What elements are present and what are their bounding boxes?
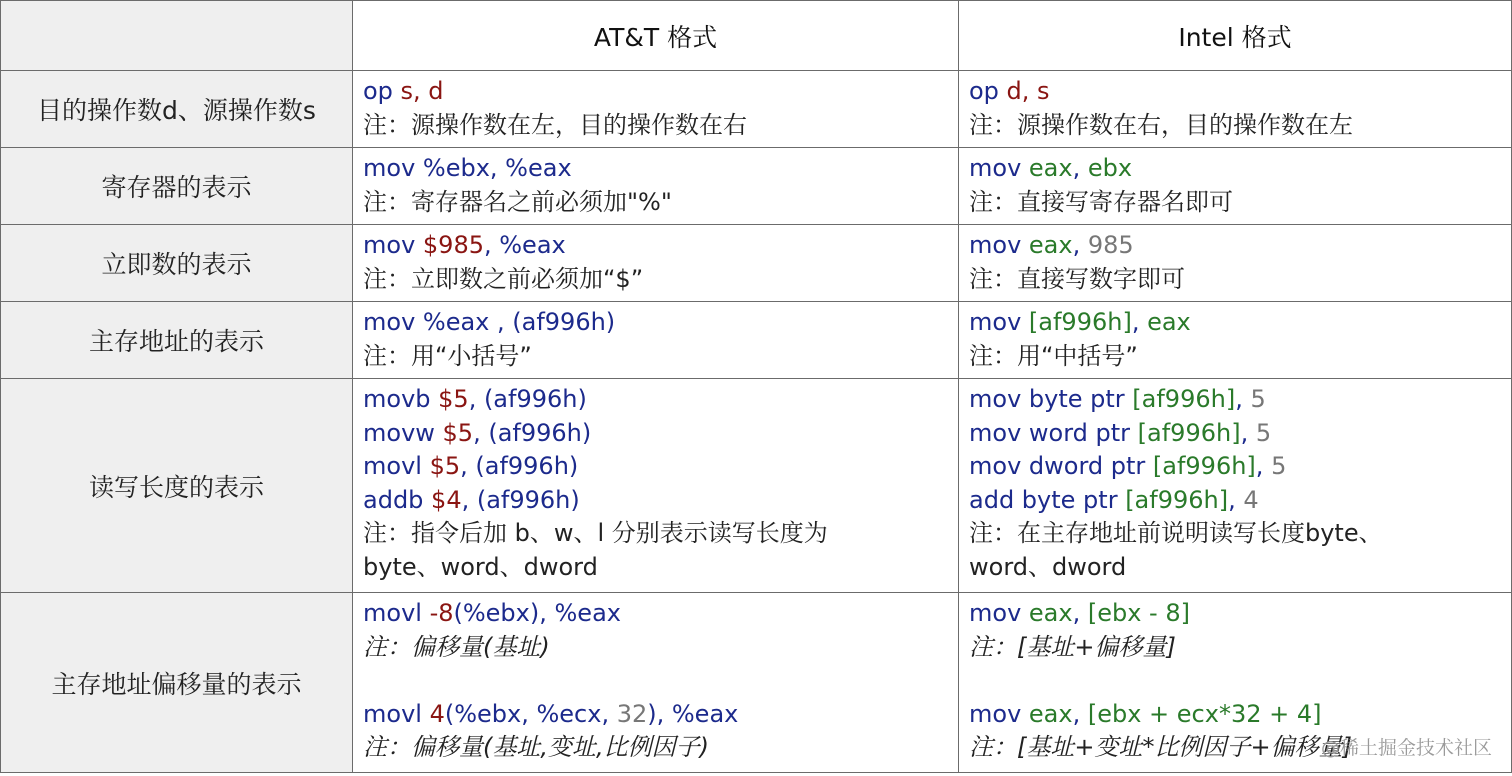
text-segment: 4 — [1243, 485, 1259, 514]
text-segment: movl — [363, 599, 430, 627]
code-line — [363, 263, 958, 297]
text-segment: 注：偏移量(基址,变址,比例因子) — [363, 733, 709, 761]
header-att: AT&T 格式 — [353, 1, 959, 71]
intel-cell — [959, 148, 1512, 225]
text-segment: op — [363, 77, 401, 105]
text-segment: eax — [1028, 231, 1073, 259]
text-segment: -8 — [429, 599, 454, 627]
text-segment: $5 — [429, 452, 461, 480]
intel-cell — [959, 71, 1512, 148]
code-line — [969, 152, 1511, 186]
code-line — [363, 186, 958, 220]
text-segment: , (af996h) — [468, 385, 587, 413]
code-line — [969, 229, 1511, 263]
text-segment: ), %eax — [647, 699, 739, 728]
text-segment: 注：源操作数在左，目的操作数在右 — [363, 110, 747, 139]
blank-line — [363, 664, 958, 698]
text-segment: [ebx + ecx*32 + 4] — [1087, 699, 1322, 728]
code-line — [969, 109, 1511, 143]
text-segment: eax — [1028, 154, 1073, 182]
att-cell — [353, 379, 959, 593]
text-segment: 注：直接写数字即可 — [969, 264, 1185, 293]
text-segment: movl — [363, 699, 430, 728]
code-line — [363, 152, 958, 186]
text-segment: movl — [363, 452, 430, 480]
code-line — [969, 306, 1511, 340]
text-segment: 32 — [616, 699, 648, 728]
text-segment: 注：寄存器名之前必须加"%" — [363, 187, 672, 216]
text-segment: 5 — [1255, 418, 1272, 447]
code-line — [969, 517, 1511, 551]
row-label: 主存地址的表示 — [1, 302, 353, 379]
text-segment: mov word ptr — [969, 418, 1138, 447]
text-segment: , — [1235, 385, 1251, 413]
code-line — [363, 417, 958, 451]
row-label: 立即数的表示 — [1, 225, 353, 302]
text-segment: mov — [969, 308, 1029, 336]
blank-line — [969, 664, 1511, 698]
text-segment: movb — [363, 385, 439, 413]
text-segment: mov — [969, 599, 1029, 627]
text-segment: 4 — [429, 699, 445, 728]
text-segment: 注：用“中括号” — [969, 341, 1138, 370]
code-line — [363, 450, 958, 484]
intel-cell — [959, 379, 1512, 593]
att-cell — [353, 148, 959, 225]
code-line — [363, 597, 958, 631]
text-segment: [af996h] — [1132, 385, 1236, 413]
text-segment: , (af996h) — [461, 485, 580, 514]
text-segment: 注：[基址+偏移量] — [969, 632, 1176, 661]
code-line — [969, 631, 1511, 665]
code-line — [363, 383, 958, 417]
text-segment: 注：用“小括号” — [363, 341, 532, 370]
row-label: 目的操作数d、源操作数s — [1, 71, 353, 148]
text-segment: mov dword ptr — [969, 452, 1153, 480]
text-segment: eax — [1028, 699, 1073, 728]
text-segment: mov — [363, 231, 423, 259]
att-cell — [353, 71, 959, 148]
table-row — [1, 225, 1512, 302]
text-segment: 5 — [1250, 385, 1266, 413]
text-segment: , — [1131, 308, 1148, 336]
text-segment: 985 — [1087, 231, 1134, 259]
text-segment: mov byte ptr — [969, 385, 1133, 413]
code-line — [363, 551, 958, 585]
row-label: 寄存器的表示 — [1, 148, 353, 225]
code-line — [363, 484, 958, 518]
code-line — [969, 597, 1511, 631]
text-segment: 注：在主存地址前说明读写长度byte、 — [969, 519, 1383, 547]
text-segment: $4 — [431, 485, 462, 514]
text-segment: mov %eax , (af996h) — [363, 308, 616, 336]
row-label: 读写长度的表示 — [1, 379, 353, 593]
text-segment: , — [1228, 485, 1244, 514]
text-segment: , — [1255, 452, 1272, 480]
text-segment: $5 — [442, 418, 474, 447]
text-segment: $985 — [422, 231, 484, 259]
table-row — [1, 379, 1512, 593]
att-cell — [353, 302, 959, 379]
text-segment: 注：立即数之前必须加“$” — [363, 264, 644, 293]
text-segment: mov — [969, 231, 1029, 259]
code-line — [969, 263, 1511, 297]
watermark: @稀土掘金技术社区 — [1320, 737, 1492, 759]
table-row — [1, 302, 1512, 379]
code-line — [969, 186, 1511, 220]
code-line — [363, 306, 958, 340]
code-line — [363, 340, 958, 374]
text-segment: $5 — [438, 385, 469, 413]
text-segment: s, d — [400, 77, 444, 105]
code-line — [969, 417, 1511, 451]
text-segment: movw — [363, 418, 443, 447]
text-segment: mov — [969, 699, 1029, 728]
intel-cell — [959, 225, 1512, 302]
code-line — [969, 75, 1511, 109]
header-intel: Intel 格式 — [959, 1, 1512, 71]
text-segment: mov — [969, 154, 1029, 182]
code-line — [363, 517, 958, 551]
text-segment: byte、word、dword — [363, 552, 598, 581]
text-segment: d, s — [1006, 77, 1050, 105]
text-segment: , — [1072, 599, 1088, 627]
text-segment: [af996h] — [1137, 418, 1241, 447]
table-row — [1, 148, 1512, 225]
text-segment: [ebx - 8] — [1087, 599, 1190, 627]
code-line — [969, 383, 1511, 417]
text-segment: [af996h] — [1152, 452, 1256, 480]
code-line — [969, 698, 1511, 732]
text-segment: [af996h] — [1028, 308, 1132, 336]
code-line — [363, 731, 958, 765]
code-line — [969, 484, 1511, 518]
row-label: 主存地址偏移量的表示 — [1, 593, 353, 773]
att-cell — [353, 225, 959, 302]
text-segment: , — [1240, 418, 1256, 447]
header-blank-cell — [1, 1, 353, 71]
text-segment: add byte ptr — [969, 485, 1126, 514]
text-segment: , (af996h) — [460, 452, 579, 480]
code-line — [363, 75, 958, 109]
text-segment: addb — [363, 485, 432, 514]
code-line — [969, 450, 1511, 484]
text-segment: 注：源操作数在右，目的操作数在左 — [969, 110, 1353, 139]
text-segment: eax — [1147, 308, 1191, 336]
table-row — [1, 71, 1512, 148]
text-segment: op — [969, 77, 1007, 105]
text-segment: [af996h] — [1125, 485, 1229, 514]
code-line — [363, 631, 958, 665]
text-segment: , (af996h) — [473, 418, 592, 447]
intel-cell — [959, 302, 1512, 379]
header-row — [1, 1, 1512, 71]
text-segment: , — [1072, 699, 1088, 728]
text-segment: (%ebx), %eax — [453, 599, 621, 627]
code-line — [363, 229, 958, 263]
text-segment: 注：指令后加 b、w、l 分别表示读写长度为 — [363, 519, 828, 547]
code-line — [363, 698, 958, 732]
text-segment: 注：偏移量(基址) — [363, 632, 550, 661]
table-row — [1, 593, 1512, 773]
text-segment: mov %ebx, %eax — [363, 154, 572, 182]
att-cell — [353, 593, 959, 773]
text-segment: 注：[基址+变址*比例因子+偏移量] — [969, 733, 1352, 761]
code-line — [969, 551, 1511, 585]
text-segment: (%ebx, %ecx, — [444, 699, 617, 728]
text-segment: , %eax — [483, 231, 566, 259]
text-segment: , — [1072, 231, 1088, 259]
text-segment: , — [1072, 154, 1088, 182]
text-segment: 5 — [1271, 452, 1287, 480]
text-segment: ebx — [1087, 154, 1133, 182]
text-segment: word、dword — [969, 552, 1127, 581]
text-segment: eax — [1028, 599, 1073, 627]
text-segment: 注：直接写寄存器名即可 — [969, 187, 1233, 216]
code-line — [363, 109, 958, 143]
code-line — [969, 340, 1511, 374]
